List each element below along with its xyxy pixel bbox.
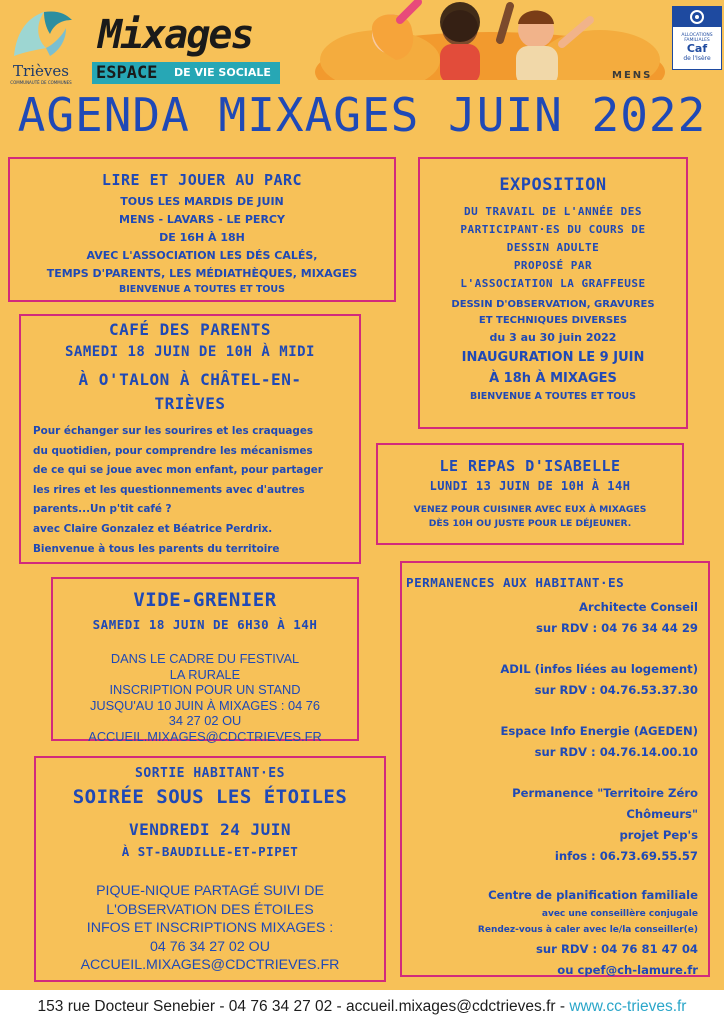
cafe-place	[21, 368, 359, 416]
permanence-item	[402, 597, 698, 639]
vie-sociale-label: DE VIE SOCIALE	[174, 66, 271, 79]
soiree-line: 04 76 34 27 02 OU	[150, 938, 270, 955]
vide-grenier-date: SAMEDI 18 JUIN DE 6H30 À 14H	[92, 617, 318, 632]
soiree-line: L'OBSERVATION DES ÉTOILES	[106, 901, 314, 918]
espace-label: ESPACE	[96, 63, 158, 83]
caf-name: Caf	[686, 42, 708, 55]
exposition-inauguration-2: À 18h À MIXAGES	[489, 371, 617, 386]
permanence-line: ou cpef@ch-lamure.fr	[557, 963, 698, 977]
mens-label: MENS	[612, 70, 653, 81]
soiree-details	[36, 882, 384, 975]
permanences-box	[400, 561, 710, 977]
exposition-line: PARTICIPANT·ES DU COURS DE	[460, 223, 646, 236]
permanence-line: infos : 06.73.69.55.57	[554, 849, 698, 863]
footer-website-link[interactable]: www.cc-trieves.fr	[569, 998, 687, 1015]
soiree-place: À ST-BAUDILLE-ET-PIPET	[121, 844, 299, 859]
soiree-box	[34, 756, 386, 982]
permanence-item	[402, 721, 698, 763]
exposition-detail-2: ET TECHNIQUES DIVERSES	[478, 315, 628, 326]
lire-jouer-line: TOUS LES MARDIS DE JUIN	[120, 195, 284, 208]
lire-jouer-line: TEMPS D'PARENTS, LES MÉDIATHÈQUES, MIXAGES	[46, 267, 358, 280]
permanence-item	[402, 659, 698, 701]
permanences-list	[402, 597, 698, 980]
permanence-item	[402, 783, 698, 867]
vide-grenier-line: 34 27 02 OU	[168, 713, 242, 728]
vide-grenier-line: LA RURALE	[169, 666, 241, 682]
vide-grenier-title: VIDE-GRENIER	[133, 589, 277, 611]
cafe-body	[33, 422, 359, 559]
permanences-title: PERMANENCES AUX HABITANT·ES	[406, 575, 625, 590]
soiree-line: PIQUE-NIQUE PARTAGÉ SUIVI DE	[96, 883, 324, 899]
trieves-logo	[6, 4, 76, 88]
lire-jouer-line: MENS - LAVARS - LE PERCY	[119, 213, 285, 226]
exposition-box	[418, 157, 688, 429]
cafe-parents-box	[19, 314, 361, 564]
exposition-title: EXPOSITION	[499, 175, 607, 195]
exposition-line: DU TRAVAIL DE L'ANNÉE DES	[463, 205, 643, 218]
cafe-date: SAMEDI 18 JUIN DE 10H À MIDI	[64, 344, 315, 360]
espace-banner	[92, 62, 280, 84]
soiree-line: INFOS ET INSCRIPTIONS MIXAGES :	[86, 920, 334, 937]
exposition-details	[420, 297, 686, 405]
exposition-line: PROPOSÉ PAR	[513, 259, 593, 272]
cafe-body-line: les rires et les questionnements avec d'autres	[33, 483, 305, 496]
cafe-body-line: Pour échanger sur les sourires et les craquages	[33, 425, 314, 437]
exposition-description	[420, 203, 686, 293]
mixages-logo	[92, 12, 282, 84]
caf-top-text: ALLOCATIONS FAMILIALES	[681, 33, 713, 43]
permanence-line: Rendez-vous à caler avec le/la conseiller(e)	[477, 925, 698, 935]
exposition-line: L'ASSOCIATION LA GRAFFEUSE	[460, 277, 646, 290]
caf-region: de l'Isère	[683, 55, 711, 62]
permanence-item	[402, 885, 698, 980]
lire-jouer-welcome: BIENVENUE A TOUTES ET TOUS	[119, 284, 285, 295]
caf-logo	[672, 6, 722, 70]
exposition-welcome: BIENVENUE A TOUTES ET TOUS	[470, 391, 636, 402]
permanence-line: projet Pep's	[619, 828, 698, 842]
permanence-line: Permanence "Territoire Zéro	[512, 786, 698, 800]
soiree-title: SOIRÉE SOUS LES ÉTOILES	[72, 786, 348, 808]
permanence-line: Espace Info Energie (AGEDEN)	[500, 724, 698, 738]
cafe-body-line: de ce qui se joue avec mon enfant, pour partager	[33, 464, 323, 477]
vide-grenier-line: JUSQU'AU 10 JUIN À MIXAGES : 04 76	[89, 697, 321, 713]
permanence-line: avec une conseillère conjugale	[541, 909, 698, 919]
vide-grenier-box	[51, 577, 359, 744]
permanence-line: Centre de planification familiale	[488, 888, 698, 902]
repas-date: LUNDI 13 JUIN DE 10H À 14H	[429, 479, 631, 493]
repas-details	[378, 503, 682, 531]
cafe-body-line: parents...Un p'tit café ?	[33, 503, 172, 516]
footer	[0, 990, 724, 1024]
permanence-line: sur RDV : 04.76.53.37.30	[534, 683, 698, 697]
repas-line-1: VENEZ POUR CUISINER AVEC EUX À MIXAGES	[413, 504, 647, 515]
cafe-place-2: TRIÈVES	[154, 394, 226, 413]
cafe-body-line: du quotidien, pour comprendre les mécanismes	[33, 444, 313, 457]
exposition-line: DESSIN ADULTE	[506, 241, 600, 254]
lire-jouer-details	[10, 193, 394, 297]
permanence-line: sur RDV : 04 76 81 47 04	[536, 942, 698, 956]
vide-grenier-line: INSCRIPTION POUR UN STAND	[109, 682, 301, 697]
cafe-body-line: avec Claire Gonzalez et Béatrice Perdrix.	[33, 522, 273, 535]
vide-grenier-line: DANS LE CADRE DU FESTIVAL	[110, 651, 300, 666]
permanence-line: sur RDV : 04 76 34 44 29	[536, 621, 698, 635]
repas-box	[376, 443, 684, 545]
lire-jouer-line: AVEC L'ASSOCIATION LES DÉS CALÉS,	[86, 249, 318, 262]
trieves-bird-icon	[6, 4, 76, 64]
exposition-dates: du 3 au 30 juin 2022	[489, 331, 617, 344]
vide-grenier-line: ACCUEIL.MIXAGES@CDCTRIEVES.FR	[88, 728, 322, 744]
soiree-date: VENDREDI 24 JUIN	[128, 820, 292, 839]
permanence-line: sur RDV : 04.76.14.00.10	[534, 745, 698, 759]
lire-jouer-box	[8, 157, 396, 302]
repas-line-2: DÈS 10H OU JUSTE POUR LE DÉJEUNER.	[428, 518, 632, 529]
permanence-line: ADIL (infos liées au logement)	[500, 662, 698, 676]
lire-jouer-title: LIRE ET JOUER AU PARC	[101, 171, 303, 189]
footer-address: 153 rue Docteur Senebier - 04 76 34 27 02 - accueil.mixages@cdctrieves.fr -	[37, 998, 570, 1015]
exposition-inauguration-1: INAUGURATION LE 9 JUIN	[461, 350, 645, 365]
people-illustration-icon	[300, 0, 665, 80]
soiree-line: ACCUEIL.MIXAGES@CDCTRIEVES.FR	[80, 957, 340, 974]
caf-emblem-icon	[673, 7, 721, 27]
people-illustration	[300, 0, 665, 80]
repas-title: LE REPAS D'ISABELLE	[439, 457, 621, 475]
cafe-place-1: À O'TALON À CHÂTEL-EN-	[78, 370, 302, 389]
permanence-line: Architecte Conseil	[579, 600, 698, 614]
trieves-logo-text: Trièves	[13, 62, 69, 80]
exposition-detail-1: DESSIN D'OBSERVATION, GRAVURES	[451, 299, 655, 310]
mixages-logo-text: Mixages	[98, 12, 253, 58]
cafe-title: CAFÉ DES PARENTS	[108, 320, 272, 339]
vide-grenier-details	[53, 651, 357, 744]
cafe-body-line: Bienvenue à tous les parents du territoire	[33, 542, 280, 555]
soiree-kicker: SORTIE HABITANT·ES	[135, 766, 285, 781]
trieves-logo-subtitle: COMMUNAUTÉ DE COMMUNES	[10, 80, 72, 85]
lire-jouer-line: DE 16H À 18H	[159, 231, 245, 244]
page-title: AGENDA MIXAGES JUIN 2022	[17, 88, 707, 142]
permanence-line: Chômeurs"	[626, 807, 698, 821]
